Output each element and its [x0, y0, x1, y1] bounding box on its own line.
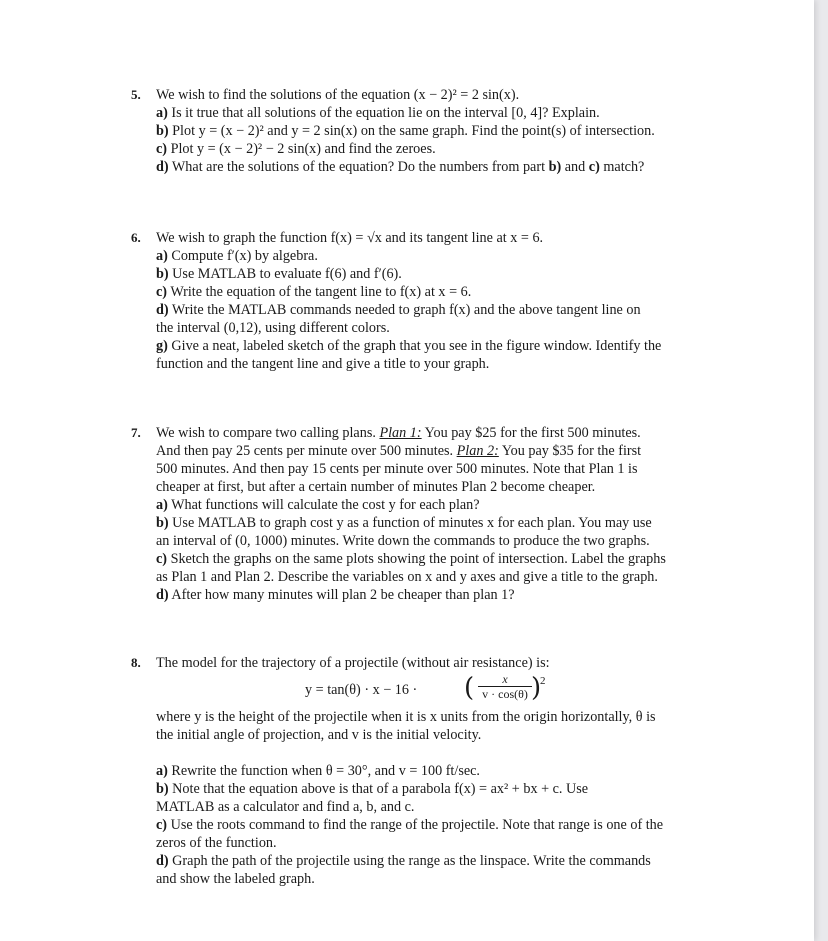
part-d: d) What are the solutions of the equation? Do the numbers from part b) and c) match?: [156, 159, 645, 175]
trajectory-equation: [131, 672, 731, 708]
part-b: b) Note that the equation above is that of a parabola f(x) = ax² + bx + c. Use: [156, 781, 589, 797]
problem-statement: The model for the trajectory of a projectile (without air resistance) is:: [156, 655, 550, 671]
problem-number: 6.: [131, 230, 141, 245]
equation-exponent: 2: [540, 675, 546, 687]
part-d: d) Graph the path of the projectile using the range as the linspace. Write the commands: [156, 853, 651, 869]
part-g-cont: function and the tangent line and give a title to your graph.: [156, 356, 490, 372]
part-b-cont: MATLAB as a calculator and find a, b, and c.: [156, 799, 415, 815]
problem-8: [131, 654, 731, 888]
fraction-denominator: v · cos(θ): [482, 687, 528, 701]
problem-statement: We wish to find the solutions of the equation (x − 2)² = 2 sin(x).: [156, 87, 520, 103]
part-d-cont: the interval (0,12), using different colors.: [156, 320, 390, 336]
plan-1-label: Plan 1:: [379, 425, 422, 441]
part-c: c) Write the equation of the tangent line to f(x) at x = 6.: [156, 284, 472, 300]
part-b-cont: an interval of (0, 1000) minutes. Write down the commands to produce the two graphs.: [156, 533, 650, 549]
problem-statement-2: And then pay 25 cents per minute over 500 minutes. Plan 2: You pay $35 for the first: [156, 443, 642, 459]
part-d: d) After how many minutes will plan 2 be cheaper than plan 1?: [156, 587, 515, 603]
part-a: a) Is it true that all solutions of the equation lie on the interval [0, 4]? Explain.: [156, 105, 600, 121]
problem-5: [131, 86, 731, 176]
equation-lhs: y = tan(θ) · x − 16 ·: [305, 682, 418, 698]
problem-statement: We wish to graph the function f(x) = √x and its tangent line at x = 6.: [156, 230, 544, 246]
part-c: c) Use the roots command to find the range of the projectile. Note that range is one of the: [156, 817, 664, 833]
problem-number: 8.: [131, 655, 141, 670]
equation-description-2: the initial angle of projection, and v is the initial velocity.: [156, 727, 482, 743]
equation-description: where y is the height of the projectile when it is x units from the origin horizontally, θ is: [156, 709, 656, 725]
part-c-cont: as Plan 1 and Plan 2. Describe the variables on x and y axes and give a title to the graph.: [156, 569, 658, 585]
part-d-cont: and show the labeled graph.: [156, 871, 315, 887]
part-b: b) Use MATLAB to evaluate f(6) and f′(6).: [156, 266, 402, 282]
part-a: a) Compute f′(x) by algebra.: [156, 248, 318, 264]
part-b: b) Plot y = (x − 2)² and y = 2 sin(x) on the same graph. Find the point(s) of intersection.: [156, 123, 655, 139]
plan-2-label: Plan 2:: [456, 443, 499, 459]
right-paren: ): [531, 673, 542, 703]
part-a: a) Rewrite the function when θ = 30°, and v = 100 ft/sec.: [156, 763, 480, 779]
problem-6: [131, 229, 731, 373]
part-g: g) Give a neat, labeled sketch of the graph that you see in the figure window. Identify the: [156, 338, 662, 354]
equation-fraction: [478, 672, 532, 701]
part-c: c) Sketch the graphs on the same plots showing the point of intersection. Label the graphs: [156, 551, 666, 567]
part-c: c) Plot y = (x − 2)² − 2 sin(x) and find the zeroes.: [156, 141, 436, 157]
problem-statement: We wish to compare two calling plans. Plan 1: You pay $25 for the first 500 minutes.: [156, 425, 641, 441]
left-paren: (: [464, 673, 475, 703]
problem-statement-4: cheaper at first, but after a certain number of minutes Plan 2 become cheaper.: [156, 479, 596, 495]
problem-number: 5.: [131, 87, 141, 102]
part-d: d) Write the MATLAB commands needed to graph f(x) and the above tangent line on: [156, 302, 641, 318]
problem-statement-3: 500 minutes. And then pay 15 cents per minute over 500 minutes. Note that Plan 1 is: [156, 461, 638, 477]
part-b: b) Use MATLAB to graph cost y as a function of minutes x for each plan. You may use: [156, 515, 652, 531]
part-c-cont: zeros of the function.: [156, 835, 277, 851]
problem-7: [131, 424, 731, 604]
part-a: a) What functions will calculate the cost y for each plan?: [156, 497, 480, 513]
problem-number: 7.: [131, 425, 141, 440]
fraction-numerator: x: [502, 672, 508, 686]
